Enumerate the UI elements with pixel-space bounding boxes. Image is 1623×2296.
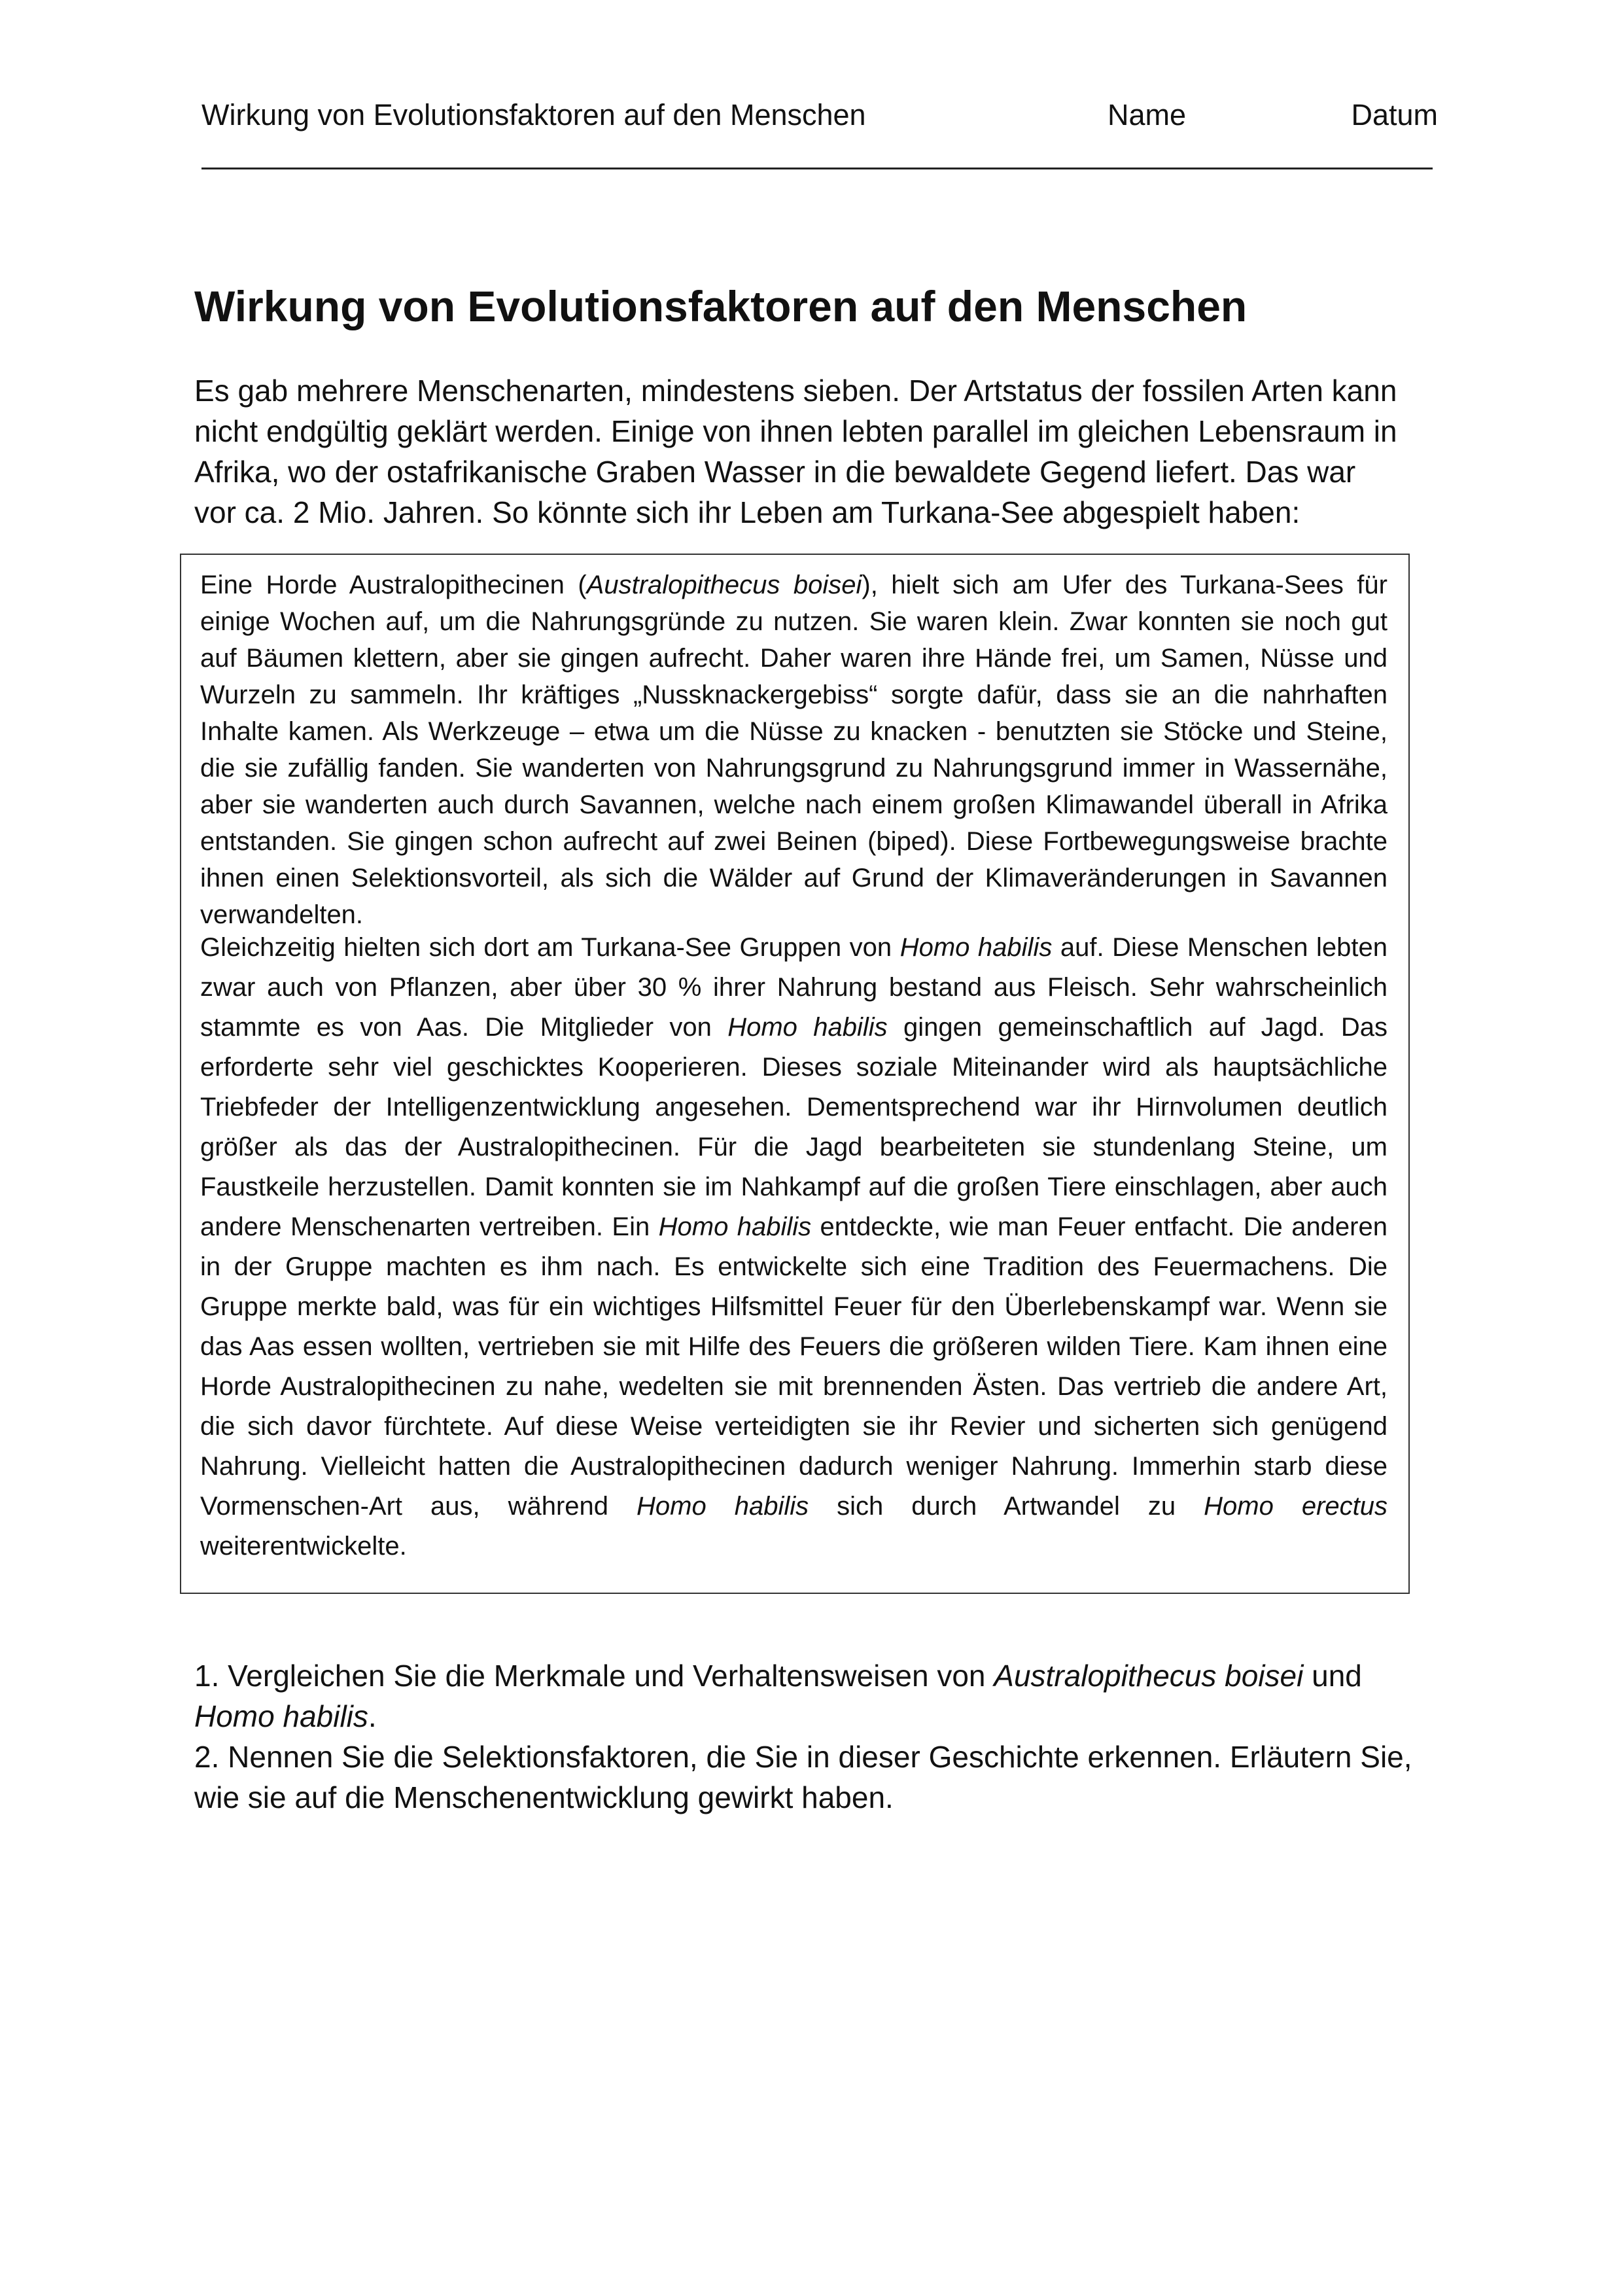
page-header (201, 98, 1438, 164)
story-text: Gleichzeitig hielten sich dort am Turkana-See Gruppen von (200, 933, 900, 962)
story-text: sich durch Artwandel zu (809, 1492, 1204, 1521)
species-name: Homo habilis (658, 1212, 812, 1241)
document-title: Wirkung von Evolutionsfaktoren auf den Menschen (194, 282, 1248, 330)
species-name: Homo habilis (637, 1492, 809, 1521)
story-text: weiterentwickelte. (200, 1532, 407, 1561)
story-text: entdeckte, wie man Feuer entfacht. Die anderen in der Gruppe machten es ihm nach. Es entwickelte sich eine Tradition des Feuermachens. Die Gruppe merkte bald, was für ein wichtiges Hilfsmittel Feuer für den Überlebenskampf war. Wenn sie das Aas essen wollten, vertrieben sie mit Hilfe des Feuers die größeren wilden Tiere. Kam ihnen eine Horde Australopithecinen zu nahe, wedelten sie mit brennenden Ästen. Das vertrieb die andere Art, die sich davor fürchtete. Auf diese Weise verteidigten sie ihr Revier und sicherten sich genügend Nahrung. Vielleicht hatten die Australopithecinen dadurch weniger Nahrung. Immerhin starb diese Vormenschen-Art aus, während (200, 1212, 1387, 1521)
species-name: Homo erectus (1204, 1492, 1388, 1521)
story-text: Eine Horde Australopithecinen ( (200, 571, 587, 599)
task-text: 2. Nennen Sie die Selektionsfaktoren, die Sie in dieser Geschichte erkennen. Erläutern Sie, wie sie auf die Menschenentwicklung gewirkt haben. (194, 1740, 1412, 1814)
species-name: Australopithecus boisei (586, 571, 862, 599)
species-name: Homo habilis (899, 933, 1053, 962)
task-list (194, 1655, 1424, 1818)
task-text: 1. Vergleichen Sie die Merkmale und Verhaltensweisen von (194, 1659, 994, 1693)
task-2 (194, 1737, 1424, 1818)
story-text: auf. Diese Menschen lebten zwar auch von Pflanzen, aber über 30 % ihrer Nahrung bestand aus Fleisch. Sehr wahrscheinlich stammte es von Aas. Die Mitglieder von (200, 933, 1387, 1042)
story-box (180, 554, 1410, 1594)
header-date-label: Datum (1351, 98, 1438, 132)
task-text: . (368, 1699, 377, 1733)
header-title: Wirkung von Evolutionsfaktoren auf den Menschen (201, 98, 866, 132)
species-name: Homo habilis (727, 1013, 888, 1042)
task-1 (194, 1655, 1424, 1737)
story-text: gingen gemeinschaftlich auf Jagd. Das erforderte sehr viel geschicktes Kooperieren. Dieses soziale Miteinander wird als hauptsächliche Triebfeder der Intelligenzentwicklung angesehen. Dementsprechend war ihr Hirnvolumen deutlich größer als das der Australopithecinen. Für die Jagd bearbeiteten sie stundenlang Steine, um Faustkeile herzustellen. Damit konnten sie im Nahkampf auf die großen Tiere einschlagen, aber auch andere Menschenarten vertreiben. Ein (200, 1013, 1387, 1241)
story-text: ), hielt sich am Ufer des Turkana-Sees für einige Wochen auf, um die Nahrungsgründe zu nutzen. Sie waren klein. Zwar konnten sie noch gut auf Bäumen klettern, aber sie gingen aufrecht. Daher waren ihre Hände frei, um Samen, Nüsse und Wurzeln zu sammeln. Ihr kräftiges „Nussknackergebiss“ sorgte dafür, dass sie an die nahrhaften Inhalte kamen. Als Werkzeuge – etwa um die Nüsse zu knacken - benutzten sie Stöcke und Steine, die sie zufällig fanden. Sie wanderten von Nahrungsgrund zu Nahrungsgrund immer in Wassernähe, aber sie wanderten auch durch Savannen, welche nach einem großen Klimawandel überall in Afrika entstanden. Sie gingen schon aufrecht auf zwei Beinen (biped). Diese Fortbewegungsweise brachte ihnen einen Selektionsvorteil, als sich die Wälder auf Grund der Klimaveränderungen in Savannen verwandelten. (200, 571, 1387, 929)
task-text: und (1303, 1659, 1362, 1693)
header-divider (201, 168, 1433, 169)
story-paragraph-australopithecus (200, 567, 1387, 933)
species-name: Australopithecus boisei (994, 1659, 1304, 1693)
intro-paragraph: Es gab mehrere Menschenarten, mindestens sieben. Der Artstatus der fossilen Arten kann nicht endgültig geklärt werden. Einige von ihnen lebten parallel im gleichen Lebensraum in Afrika, wo der ostafrikanische Graben Wasser in die bewaldete Gegend liefert. Das war vor ca. 2 Mio. Jahren. So könnte sich ihr Leben am Turkana-See abgespielt haben: (194, 374, 1397, 529)
header-name-label: Name (1108, 98, 1187, 132)
story-paragraph-homo-habilis (200, 928, 1387, 1566)
species-name: Homo habilis (194, 1699, 368, 1733)
